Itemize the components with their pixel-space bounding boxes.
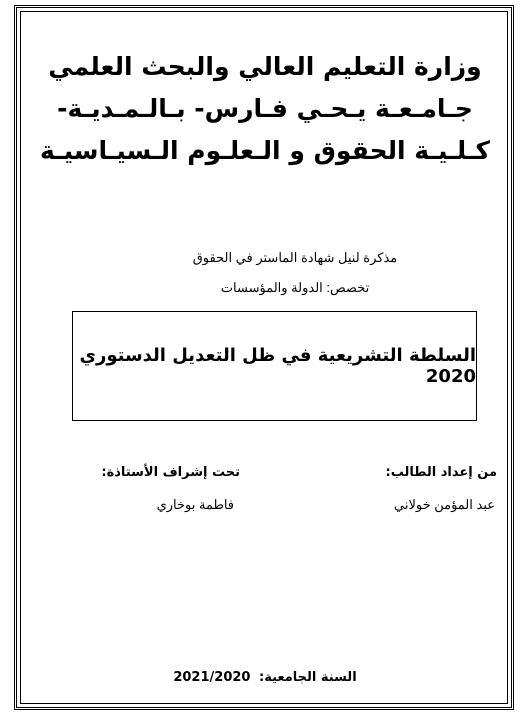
- supervisor-label: تحت إشراف الأستاذة:: [101, 465, 240, 480]
- thesis-title-box: [72, 311, 477, 421]
- supervisor-name: فاطمة بوخاري: [156, 497, 234, 512]
- university-heading: جـامـعـة يـحـي فـارس- بـالـمـديـة-: [57, 94, 473, 123]
- academic-year-label: السنة الجامعية:: [259, 670, 357, 685]
- faculty-heading: كـلـيـة الحقوق و الـعلـوم الـسيـاسيـة: [39, 136, 491, 165]
- specialization-text: تخصص: الدولة والمؤسسات: [220, 280, 370, 295]
- thesis-title: السلطة التشريعية في ظل التعديل الدستوري 2020: [79, 345, 476, 387]
- student-name: عبد المؤمن خولاني: [393, 497, 495, 512]
- ministry-heading: وزارة التعليم العالي والبحث العلمي: [48, 52, 482, 81]
- degree-text: مذكرة لنيل شهادة الماستر في الحقوق: [192, 250, 398, 265]
- academic-year: [0, 670, 530, 685]
- student-label: من إعداد الطالب:: [385, 465, 497, 480]
- academic-year-value: 2021/2020: [173, 670, 251, 685]
